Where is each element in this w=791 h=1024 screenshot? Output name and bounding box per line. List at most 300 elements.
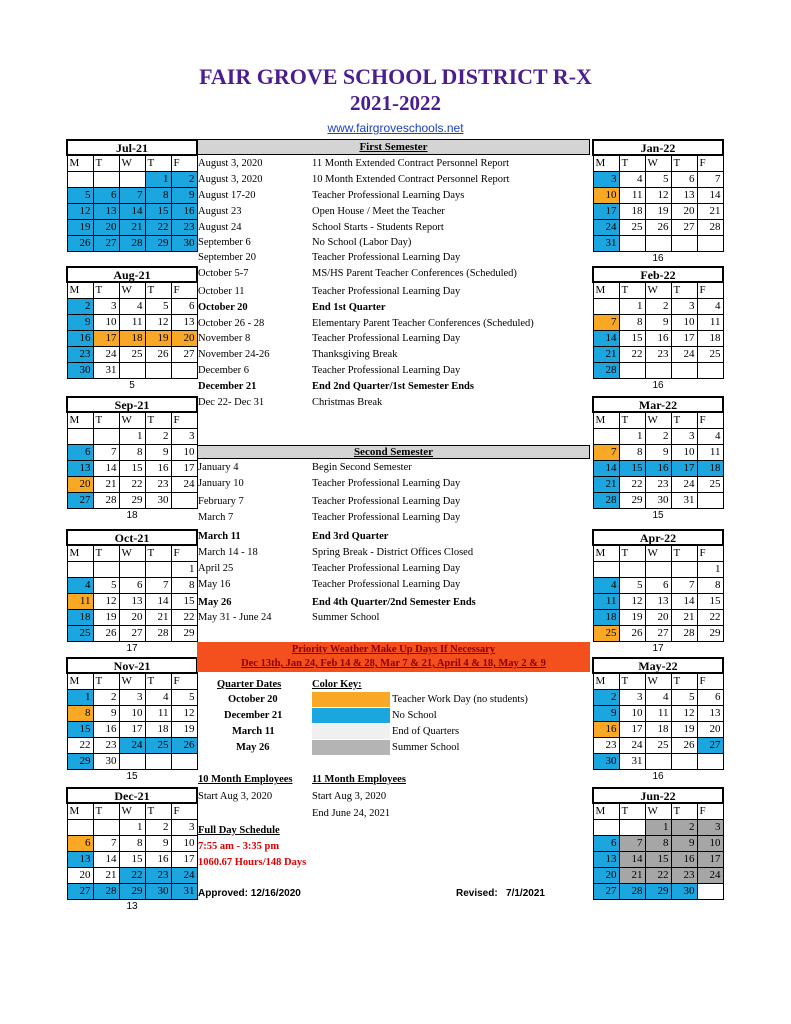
event-description: Teacher Professional Learning Days xyxy=(312,190,465,201)
day-cell: 15 xyxy=(119,460,145,476)
event-description: Thanksgiving Break xyxy=(312,349,398,360)
day-cell: 15 xyxy=(619,460,645,476)
day-cell: 1 xyxy=(119,428,145,444)
day-cell: 21 xyxy=(145,609,171,625)
color-key-heading: Color Key: xyxy=(312,679,362,690)
day-cell: 14 xyxy=(593,460,619,476)
day-cell: 10 xyxy=(593,187,619,203)
day-cell: 7 xyxy=(145,577,171,593)
day-cell: 22 xyxy=(697,609,723,625)
day-cell: 28 xyxy=(93,492,119,508)
day-cell: 13 xyxy=(593,851,619,867)
weekday-label: M xyxy=(67,282,93,298)
day-cell: 4 xyxy=(645,689,671,705)
day-cell: 9 xyxy=(671,835,697,851)
day-cell: 21 xyxy=(119,219,145,235)
day-cell: 10 xyxy=(171,835,197,851)
day-cell: 16 xyxy=(145,460,171,476)
weekday-label: W xyxy=(119,803,145,819)
month-day-total: 15 xyxy=(652,509,664,521)
day-cell xyxy=(697,492,723,508)
day-cell: 10 xyxy=(697,835,723,851)
event-description: Summer School xyxy=(312,612,380,623)
day-cell: 21 xyxy=(93,867,119,883)
month-title: Dec-21 xyxy=(67,788,197,803)
day-cell: 5 xyxy=(619,577,645,593)
weekday-label: F xyxy=(171,412,197,428)
day-cell: 1 xyxy=(619,298,645,314)
weekday-label: M xyxy=(67,155,93,171)
calendar-sep xyxy=(66,396,198,522)
day-cell: 18 xyxy=(145,721,171,737)
month-title: Apr-22 xyxy=(593,530,723,545)
day-cell: 8 xyxy=(645,835,671,851)
event-date: March 11 xyxy=(198,531,241,542)
calendar-aug xyxy=(66,266,198,392)
day-cell: 9 xyxy=(93,705,119,721)
day-cell xyxy=(645,753,671,769)
day-cell: 2 xyxy=(145,428,171,444)
day-cell: 14 xyxy=(145,593,171,609)
month-day-total: 17 xyxy=(652,642,664,654)
quarter-date-2: December 21 xyxy=(224,710,283,721)
day-cell: 30 xyxy=(93,753,119,769)
event-date: January 10 xyxy=(198,478,244,489)
day-cell: 18 xyxy=(619,203,645,219)
day-cell: 14 xyxy=(671,593,697,609)
day-cell: 22 xyxy=(171,609,197,625)
day-cell: 19 xyxy=(671,721,697,737)
day-cell: 26 xyxy=(171,737,197,753)
day-cell: 24 xyxy=(119,737,145,753)
event-date: November 8 xyxy=(198,333,251,344)
day-cell: 2 xyxy=(93,689,119,705)
weekday-label: F xyxy=(171,545,197,561)
day-cell: 28 xyxy=(697,219,723,235)
event-date: October 26 - 28 xyxy=(198,318,265,329)
day-cell: 12 xyxy=(93,593,119,609)
day-cell: 23 xyxy=(171,219,197,235)
event-date: August 17-20 xyxy=(198,190,256,201)
weekday-label: F xyxy=(697,545,723,561)
day-cell xyxy=(593,561,619,577)
day-cell: 19 xyxy=(619,609,645,625)
day-cell xyxy=(145,362,171,378)
day-cell: 27 xyxy=(645,625,671,641)
event-date: March 7 xyxy=(198,512,234,523)
hours-days-total: 1060.67 Hours/148 Days xyxy=(198,857,307,868)
day-cell: 2 xyxy=(645,428,671,444)
event-date: August 3, 2020 xyxy=(198,174,263,185)
weekday-label: F xyxy=(171,673,197,689)
day-cell xyxy=(119,753,145,769)
weekday-label: T xyxy=(93,545,119,561)
weekday-label: T xyxy=(619,282,645,298)
day-cell: 7 xyxy=(119,187,145,203)
weekday-label: M xyxy=(67,412,93,428)
calendar-dec xyxy=(66,787,198,913)
day-cell xyxy=(93,171,119,187)
event-description: School Starts - Students Report xyxy=(312,222,444,233)
day-cell: 8 xyxy=(67,705,93,721)
day-cell: 25 xyxy=(697,476,723,492)
color-key-label-1: Teacher Work Day (no students) xyxy=(392,694,528,705)
day-cell: 2 xyxy=(171,171,197,187)
day-cell: 20 xyxy=(93,219,119,235)
weekday-label: T xyxy=(93,155,119,171)
calendar-nov xyxy=(66,657,198,783)
weekday-label: F xyxy=(171,155,197,171)
event-description: Teacher Professional Learning Day xyxy=(312,478,461,489)
event-date: October 11 xyxy=(198,286,245,297)
day-cell: 26 xyxy=(93,625,119,641)
day-cell: 7 xyxy=(697,171,723,187)
day-cell: 17 xyxy=(619,721,645,737)
day-cell xyxy=(697,753,723,769)
day-cell xyxy=(593,819,619,835)
day-cell: 22 xyxy=(619,346,645,362)
event-description: Teacher Professional Learning Day xyxy=(312,512,461,523)
day-cell: 13 xyxy=(645,593,671,609)
day-cell: 11 xyxy=(145,705,171,721)
day-cell: 20 xyxy=(671,203,697,219)
month-day-total: 13 xyxy=(126,900,138,912)
day-cell: 29 xyxy=(171,625,197,641)
calendar-jul xyxy=(66,139,198,265)
weekday-label: T xyxy=(93,282,119,298)
day-cell: 25 xyxy=(67,625,93,641)
day-cell: 20 xyxy=(593,867,619,883)
day-cell: 17 xyxy=(171,460,197,476)
day-cell: 3 xyxy=(93,298,119,314)
weekday-label: M xyxy=(593,803,619,819)
color-key-label-3: End of Quarters xyxy=(392,726,460,737)
day-cell: 9 xyxy=(645,314,671,330)
day-cell: 22 xyxy=(67,737,93,753)
day-cell: 30 xyxy=(171,235,197,251)
day-cell: 28 xyxy=(593,362,619,378)
day-cell: 17 xyxy=(697,851,723,867)
calendar-jun xyxy=(592,787,724,913)
day-cell: 5 xyxy=(93,577,119,593)
calendar-mar xyxy=(592,396,724,522)
day-cell: 19 xyxy=(93,609,119,625)
day-cell: 25 xyxy=(619,219,645,235)
eleven-month-start: Start Aug 3, 2020 xyxy=(312,791,387,802)
day-cell: 20 xyxy=(697,721,723,737)
day-cell: 8 xyxy=(619,314,645,330)
event-date: December 6 xyxy=(198,365,250,376)
day-cell: 22 xyxy=(619,476,645,492)
quarter-date-1: October 20 xyxy=(228,694,278,705)
day-cell: 11 xyxy=(119,314,145,330)
day-cell: 27 xyxy=(67,492,93,508)
day-cell: 27 xyxy=(67,883,93,899)
school-hours: 7:55 am - 3:35 pm xyxy=(198,841,280,852)
day-cell: 12 xyxy=(171,705,197,721)
day-cell: 3 xyxy=(671,298,697,314)
weekday-label: F xyxy=(697,155,723,171)
day-cell: 31 xyxy=(671,492,697,508)
day-cell: 26 xyxy=(671,737,697,753)
eleven-month-end: End June 24, 2021 xyxy=(312,808,391,819)
calendar-feb xyxy=(592,266,724,392)
day-cell: 18 xyxy=(119,330,145,346)
day-cell: 17 xyxy=(671,330,697,346)
calendar-may xyxy=(592,657,724,783)
day-cell: 6 xyxy=(645,577,671,593)
eleven-month-heading: 11 Month Employees xyxy=(312,774,406,785)
day-cell: 25 xyxy=(593,625,619,641)
month-day-total: 18 xyxy=(126,509,138,521)
day-cell: 5 xyxy=(171,689,197,705)
day-cell: 14 xyxy=(697,187,723,203)
day-cell: 22 xyxy=(119,476,145,492)
day-cell: 14 xyxy=(119,203,145,219)
day-cell: 4 xyxy=(593,577,619,593)
weather-makeup-dates: Dec 13th, Jan 24, Feb 14 & 28, Mar 7 & 21, April 4 & 18, May 2 & 9 xyxy=(241,658,546,669)
event-date: September 6 xyxy=(198,237,251,248)
day-cell: 31 xyxy=(171,883,197,899)
day-cell: 1 xyxy=(619,428,645,444)
day-cell xyxy=(67,561,93,577)
month-title: Oct-21 xyxy=(67,530,197,545)
day-cell: 17 xyxy=(593,203,619,219)
day-cell: 7 xyxy=(93,835,119,851)
day-cell: 28 xyxy=(145,625,171,641)
day-cell: 26 xyxy=(645,219,671,235)
day-cell: 6 xyxy=(93,187,119,203)
event-description: End 4th Quarter/2nd Semester Ends xyxy=(312,597,476,608)
month-title: Sep-21 xyxy=(67,397,197,412)
day-cell: 15 xyxy=(119,851,145,867)
event-description: End 2nd Quarter/1st Semester Ends xyxy=(312,381,474,392)
day-cell: 27 xyxy=(697,737,723,753)
day-cell: 9 xyxy=(171,187,197,203)
month-title: Jul-21 xyxy=(67,140,197,155)
weekday-label: M xyxy=(593,282,619,298)
weekday-label: T xyxy=(671,545,697,561)
month-title: Feb-22 xyxy=(593,267,723,282)
day-cell: 6 xyxy=(171,298,197,314)
event-description: Teacher Professional Learning Day xyxy=(312,563,461,574)
day-cell: 9 xyxy=(67,314,93,330)
approved-date: Approved: 12/16/2020 xyxy=(198,888,301,899)
day-cell: 8 xyxy=(619,444,645,460)
day-cell: 17 xyxy=(93,330,119,346)
month-title: Mar-22 xyxy=(593,397,723,412)
day-cell xyxy=(93,428,119,444)
day-cell: 2 xyxy=(671,819,697,835)
event-date: April 25 xyxy=(198,563,234,574)
day-cell: 13 xyxy=(93,203,119,219)
month-day-total: 16 xyxy=(652,252,664,264)
district-title: FAIR GROVE SCHOOL DISTRICT R-X xyxy=(199,64,592,89)
day-cell: 5 xyxy=(145,298,171,314)
day-cell: 23 xyxy=(145,476,171,492)
day-cell: 7 xyxy=(671,577,697,593)
color-key-label-4: Summer School xyxy=(392,742,460,753)
day-cell: 13 xyxy=(67,460,93,476)
day-cell: 7 xyxy=(93,444,119,460)
day-cell: 16 xyxy=(593,721,619,737)
day-cell: 19 xyxy=(67,219,93,235)
event-description: End 3rd Quarter xyxy=(312,531,389,542)
day-cell: 29 xyxy=(145,235,171,251)
day-cell: 30 xyxy=(67,362,93,378)
day-cell: 16 xyxy=(67,330,93,346)
day-cell xyxy=(171,362,197,378)
weekday-label: W xyxy=(119,282,145,298)
day-cell: 15 xyxy=(619,330,645,346)
day-cell: 28 xyxy=(119,235,145,251)
event-date: May 26 xyxy=(198,597,232,608)
event-date: March 14 - 18 xyxy=(198,547,258,558)
day-cell: 5 xyxy=(645,171,671,187)
day-cell: 20 xyxy=(171,330,197,346)
day-cell: 10 xyxy=(671,444,697,460)
event-description: Spring Break - District Offices Closed xyxy=(312,547,474,558)
day-cell: 17 xyxy=(171,851,197,867)
weekday-label: T xyxy=(619,545,645,561)
day-cell: 1 xyxy=(645,819,671,835)
day-cell: 11 xyxy=(697,444,723,460)
weekday-label: T xyxy=(145,803,171,819)
event-date: February 7 xyxy=(198,496,244,507)
first-semester-heading: First Semester xyxy=(197,139,590,155)
event-description: Teacher Professional Learning Day xyxy=(312,333,461,344)
day-cell: 24 xyxy=(671,346,697,362)
day-cell: 10 xyxy=(171,444,197,460)
day-cell: 6 xyxy=(119,577,145,593)
day-cell: 30 xyxy=(145,883,171,899)
weather-makeup-banner xyxy=(197,642,590,672)
day-cell: 3 xyxy=(697,819,723,835)
day-cell: 28 xyxy=(593,492,619,508)
day-cell xyxy=(619,819,645,835)
day-cell: 21 xyxy=(671,609,697,625)
day-cell: 19 xyxy=(145,330,171,346)
day-cell: 25 xyxy=(119,346,145,362)
day-cell: 5 xyxy=(671,689,697,705)
event-date: December 21 xyxy=(198,381,257,392)
weekday-label: T xyxy=(145,155,171,171)
event-description: MS/HS Parent Teacher Conferences (Scheduled) xyxy=(312,268,517,279)
weekday-label: M xyxy=(593,155,619,171)
month-day-total: 15 xyxy=(126,770,138,782)
event-date: September 20 xyxy=(198,252,257,263)
day-cell: 15 xyxy=(645,851,671,867)
day-cell xyxy=(145,561,171,577)
weekday-label: T xyxy=(145,412,171,428)
weekday-label: T xyxy=(93,803,119,819)
day-cell: 29 xyxy=(119,492,145,508)
day-cell: 25 xyxy=(145,737,171,753)
day-cell xyxy=(619,362,645,378)
day-cell: 18 xyxy=(697,460,723,476)
day-cell: 9 xyxy=(645,444,671,460)
day-cell: 20 xyxy=(119,609,145,625)
day-cell: 23 xyxy=(145,867,171,883)
weekday-label: M xyxy=(593,673,619,689)
day-cell xyxy=(671,235,697,251)
day-cell: 23 xyxy=(671,867,697,883)
day-cell: 24 xyxy=(171,476,197,492)
day-cell: 3 xyxy=(171,819,197,835)
day-cell: 27 xyxy=(119,625,145,641)
day-cell: 22 xyxy=(119,867,145,883)
event-date: August 3, 2020 xyxy=(198,158,263,169)
day-cell: 13 xyxy=(697,705,723,721)
full-day-schedule-heading: Full Day Schedule xyxy=(198,825,280,836)
website-link[interactable]: www.fairgroveschools.net xyxy=(327,121,464,135)
day-cell xyxy=(119,171,145,187)
event-description: 10 Month Extended Contract Personnel Report xyxy=(312,174,510,185)
event-description: Teacher Professional Learning Day xyxy=(312,286,461,297)
weekday-label: M xyxy=(67,673,93,689)
day-cell: 21 xyxy=(619,867,645,883)
day-cell xyxy=(619,561,645,577)
day-cell: 29 xyxy=(697,625,723,641)
weather-makeup-title: Priority Weather Make Up Days If Necessary xyxy=(291,644,496,655)
day-cell: 30 xyxy=(145,492,171,508)
weekday-label: T xyxy=(93,412,119,428)
month-title: Aug-21 xyxy=(67,267,197,282)
day-cell: 27 xyxy=(93,235,119,251)
second-semester-heading: Second Semester xyxy=(197,445,590,459)
event-date: August 23 xyxy=(198,206,242,217)
day-cell: 24 xyxy=(619,737,645,753)
day-cell: 25 xyxy=(645,737,671,753)
weekday-label: T xyxy=(671,803,697,819)
day-cell: 24 xyxy=(171,867,197,883)
month-day-total: 17 xyxy=(126,642,138,654)
weekday-label: M xyxy=(67,803,93,819)
day-cell: 26 xyxy=(145,346,171,362)
day-cell: 21 xyxy=(593,346,619,362)
day-cell xyxy=(645,235,671,251)
day-cell: 17 xyxy=(671,460,697,476)
event-description: Teacher Professional Learning Day xyxy=(312,252,461,263)
day-cell: 14 xyxy=(93,460,119,476)
weekday-label: M xyxy=(67,545,93,561)
event-description: Teacher Professional Learning Day xyxy=(312,579,461,590)
day-cell: 11 xyxy=(67,593,93,609)
day-cell: 24 xyxy=(697,867,723,883)
day-cell xyxy=(671,753,697,769)
weekday-label: W xyxy=(645,282,671,298)
month-day-total xyxy=(67,251,197,265)
day-cell: 29 xyxy=(619,492,645,508)
day-cell: 1 xyxy=(67,689,93,705)
day-cell: 27 xyxy=(671,219,697,235)
event-description: Open House / Meet the Teacher xyxy=(312,206,445,217)
day-cell: 15 xyxy=(145,203,171,219)
weekday-label: W xyxy=(119,673,145,689)
weekday-label: F xyxy=(697,412,723,428)
weekday-label: F xyxy=(697,673,723,689)
day-cell: 6 xyxy=(67,444,93,460)
day-cell: 15 xyxy=(697,593,723,609)
color-swatch-no-school xyxy=(312,708,390,723)
weekday-label: T xyxy=(619,803,645,819)
day-cell: 17 xyxy=(119,721,145,737)
day-cell: 4 xyxy=(145,689,171,705)
day-cell: 20 xyxy=(67,867,93,883)
day-cell: 31 xyxy=(93,362,119,378)
day-cell xyxy=(93,819,119,835)
event-description: End 1st Quarter xyxy=(312,302,386,313)
